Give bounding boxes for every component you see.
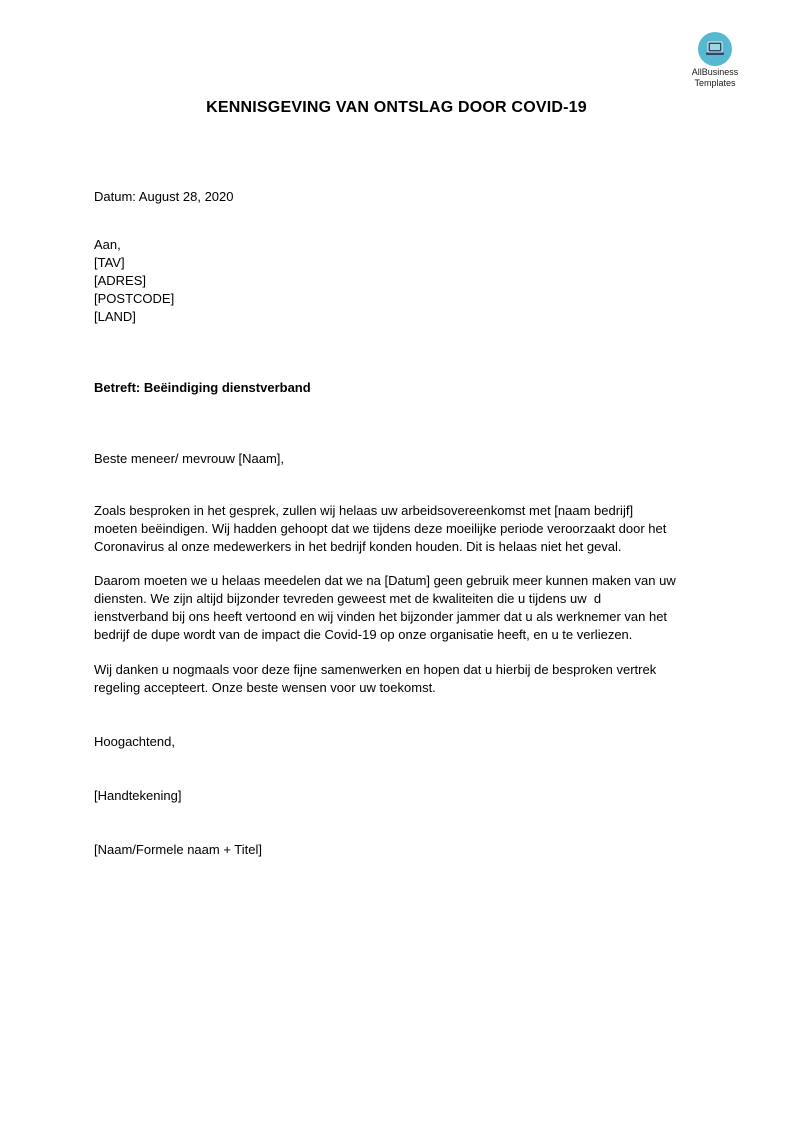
closing: Hoogachtend,	[94, 734, 175, 749]
address-line: [POSTCODE]	[94, 291, 175, 306]
allbusiness-logo	[680, 32, 750, 88]
letter-subject: Betreft: Beëindiging dienstverband	[94, 380, 311, 395]
salutation: Beste meneer/ mevrouw [Naam],	[94, 451, 285, 466]
laptop-icon	[698, 32, 732, 66]
paragraph-line: Zoals besproken in het gesprek, zullen wij helaas uw arbeidsovereenkomst met [naam bedrijf]	[94, 503, 634, 518]
logo-brand-line2: Templates	[694, 78, 736, 88]
sender-name-title: [Naam/Formele naam + Titel]	[94, 842, 262, 857]
letter-date: Datum: August 28, 2020	[94, 189, 234, 204]
paragraph-line: moeten beëindigen. Wij hadden gehoopt dat we tijdens deze moeilijke periode veroorzaakt door het	[94, 521, 667, 536]
paragraph-line: regeling accepteert. Onze beste wensen voor uw toekomst.	[94, 680, 436, 695]
address-line: [TAV]	[94, 255, 125, 270]
paragraph-line: Wij danken u nogmaals voor deze fijne samenwerken en hopen dat u hierbij de besproken vertrek	[94, 662, 657, 677]
address-line: [LAND]	[94, 309, 136, 324]
paragraph-line: diensten. We zijn altijd bijzonder tevreden geweest met de kwaliteiten die u tijdens uw d	[94, 591, 602, 606]
address-line: [ADRES]	[94, 273, 147, 288]
paragraph-line: bedrijf de dupe wordt van de impact die Covid-19 op onze organisatie heeft, en u te verliezen.	[94, 627, 633, 642]
logo-brand-line1: AllBusiness	[691, 67, 739, 77]
paragraph-line: Daarom moeten we u helaas meedelen dat we na [Datum] geen gebruik meer kunnen maken van uw	[94, 573, 676, 588]
signature-placeholder: [Handtekening]	[94, 788, 182, 803]
document-title: KENNISGEVING VAN ONTSLAG DOOR COVID-19	[206, 99, 587, 116]
address-line: Aan,	[94, 237, 121, 252]
paragraph-line: ienstverband bij ons heeft vertoond en wij vinden het bijzonder jammer dat u als werknemer van het	[94, 609, 668, 624]
paragraph-line: Coronavirus al onze medewerkers in het bedrijf konden houden. Dit is helaas niet het geval.	[94, 539, 622, 554]
